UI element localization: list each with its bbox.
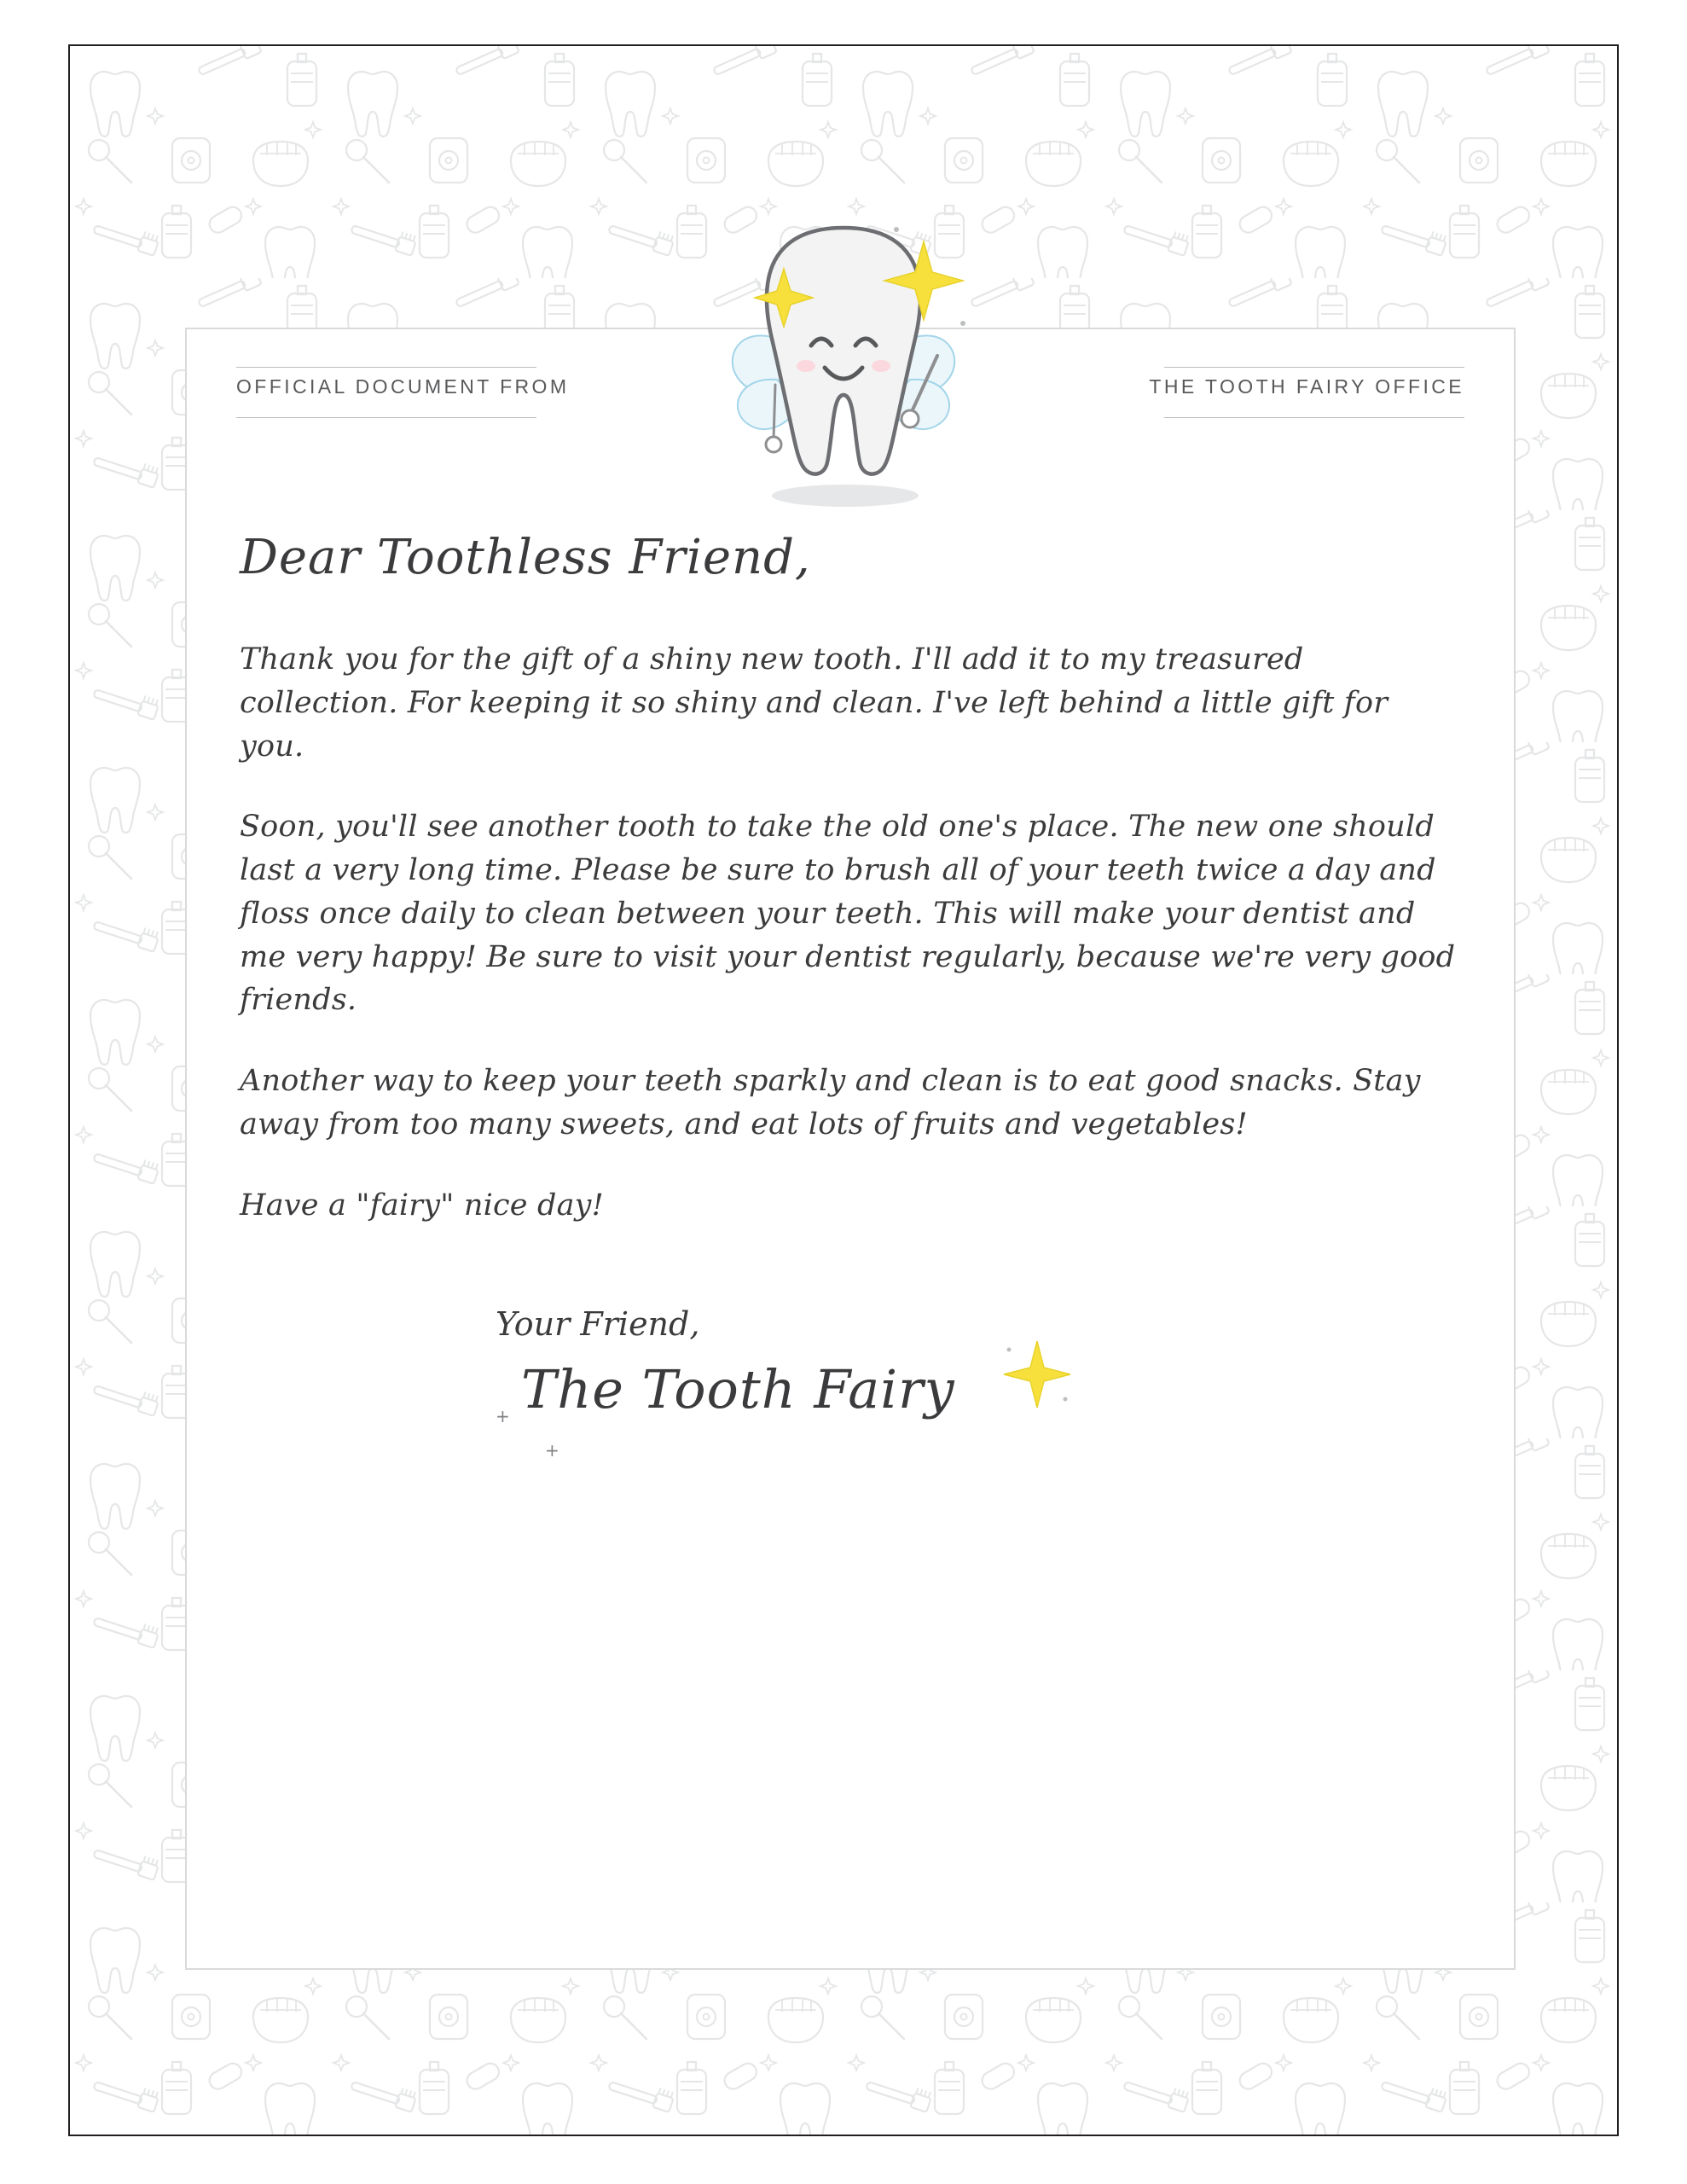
- signature-dot-below: +: [545, 1440, 559, 1461]
- signature-dot-left: +: [496, 1406, 510, 1427]
- paragraph-4: Have a "fairy" nice day!: [240, 1188, 604, 1223]
- header-rule-left-top: [236, 367, 536, 368]
- closing-line: Your Friend,: [496, 1305, 700, 1344]
- signature-block: [496, 1358, 1461, 1461]
- tooth-fairy-icon: [681, 195, 1006, 537]
- sparkle-icon: [999, 1336, 1075, 1413]
- salutation: Dear Toothless Friend,: [240, 530, 811, 585]
- header-rule-right-top: [1164, 367, 1464, 368]
- header-rule-left-bottom: [236, 417, 536, 418]
- letter-card: [185, 328, 1516, 1970]
- header-left-text: OFFICIAL DOCUMENT FROM: [236, 375, 570, 398]
- signature: The Tooth Fairy: [521, 1358, 955, 1421]
- header-rule-right-bottom: [1164, 417, 1464, 418]
- header-right-text: THE TOOTH FAIRY OFFICE: [1149, 375, 1464, 398]
- paragraph-1: Thank you for the gift of a shiny new tooth. I'll add it to my treasured collection. For keeping it so shiny and clean. I've left behind a little gift for you.: [240, 642, 1388, 764]
- letter-body: [240, 530, 1461, 1461]
- page-border-frame: [68, 44, 1619, 2136]
- paragraph-2: Soon, you'll see another tooth to take the old one's place. The new one should last a very long time. Please be sure to brush all of your teeth twice a day and floss once daily to clean between your teeth. This will make your dentist and me very happy! Be sure to visit your dentist regularly, because we're very good friends.: [240, 810, 1456, 1018]
- paragraph-3: Another way to keep your teeth sparkly and clean is to eat good snacks. Stay away from too many sweets, and eat lots of fruits and vegetables!: [240, 1064, 1421, 1141]
